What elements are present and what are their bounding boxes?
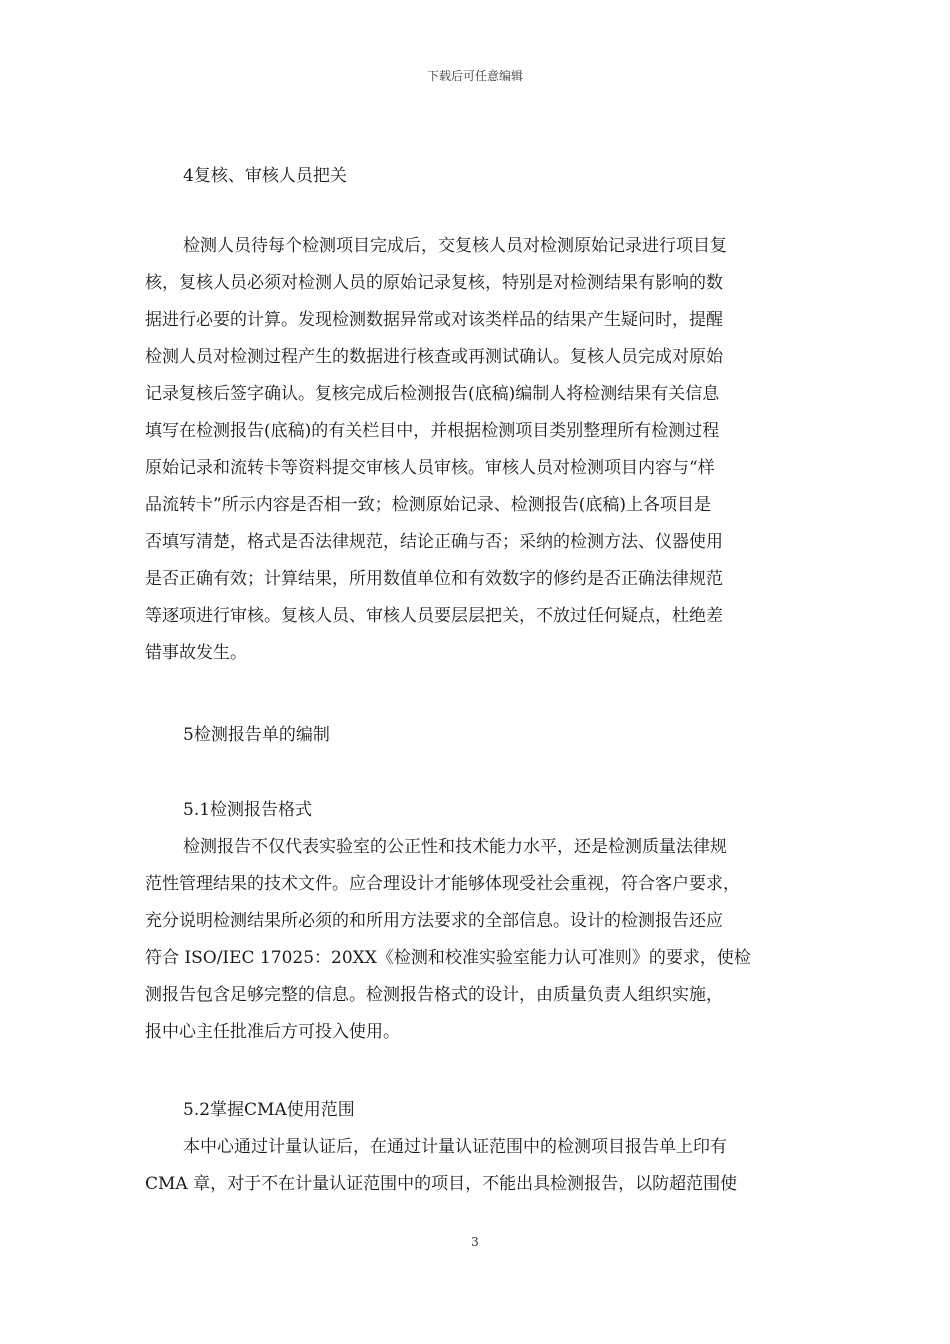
paragraph-line: 是否正确有效；计算结果，所用数值单位和有效数字的修约是否正确法律规范: [145, 569, 723, 589]
paragraph-line: 检测人员待每个检测项目完成后，交复核人员对检测原始记录进行项目复: [183, 236, 727, 256]
paragraph-line: 原始记录和流转卡等资料提交审核人员审核。审核人员对检测项目内容与“样: [145, 458, 715, 478]
paragraph-line: 核，复核人员必须对检测人员的原始记录复核，特别是对检测结果有影响的数: [145, 273, 723, 293]
paragraph-line: 品流转卡”所示内容是否相一致；检测原始记录、检测报告(底稿)上各项目是: [145, 495, 711, 515]
paragraph-line: 否填写清楚，格式是否法律规范，结论正确与否；采纳的检测方法、仪器使用: [145, 532, 723, 552]
page-number: 3: [471, 1235, 479, 1249]
paragraph-line: 本中心通过计量认证后，在通过计量认证范围中的检测项目报告单上印有: [183, 1137, 727, 1157]
section-5-1-paragraph: [145, 829, 817, 1051]
paragraph-line: 填写在检测报告(底稿)的有关栏目中，并根据检测项目类别整理所有检测过程: [145, 421, 720, 441]
paragraph-line: 符合 ISO/IEC 17025：20XX《检测和校准实验室能力认可准则》的要求，使检: [145, 948, 751, 968]
paragraph-line: 等逐项进行审核。复核人员、审核人员要层层把关，不放过任何疑点，杜绝差: [145, 606, 723, 626]
paragraph-line: 测报告包含足够完整的信息。检测报告格式的设计，由质量负责人组织实施，: [145, 985, 723, 1005]
section-5-2-paragraph: [145, 1129, 817, 1203]
paragraph-line: 记录复核后签字确认。复核完成后检测报告(底稿)编制人将检测结果有关信息: [145, 384, 720, 404]
section-4-paragraph: [145, 228, 817, 672]
paragraph-line: 据进行必要的计算。发现检测数据异常或对该类样品的结果产生疑问时，提醒: [145, 310, 723, 330]
paragraph-line: 范性管理结果的技术文件。应合理设计才能够体现受社会重视，符合客户要求，: [145, 874, 740, 894]
paragraph-line: CMA 章，对于不在计量认证范围中的项目，不能出具检测报告，以防超范围使: [145, 1174, 738, 1194]
section-4-heading: 4复核、审核人员把关: [183, 166, 347, 186]
paragraph-line: 检测人员对检测过程产生的数据进行核查或再测试确认。复核人员完成对原始: [145, 347, 723, 367]
paragraph-line: 错事故发生。: [145, 643, 247, 663]
section-5-1-heading: 5.1检测报告格式: [183, 800, 313, 820]
section-5-2-heading: 5.2掌握CMA使用范围: [183, 1100, 355, 1120]
page-header: 下载后可任意编辑: [426, 69, 523, 83]
paragraph-line: 报中心主任批准后方可投入使用。: [145, 1022, 400, 1042]
paragraph-line: 检测报告不仅代表实验室的公正性和技术能力水平，还是检测质量法律规: [183, 837, 727, 857]
section-5-heading: 5检测报告单的编制: [183, 725, 330, 745]
paragraph-line: 充分说明检测结果所必须的和所用方法要求的全部信息。设计的检测报告还应: [145, 911, 723, 931]
